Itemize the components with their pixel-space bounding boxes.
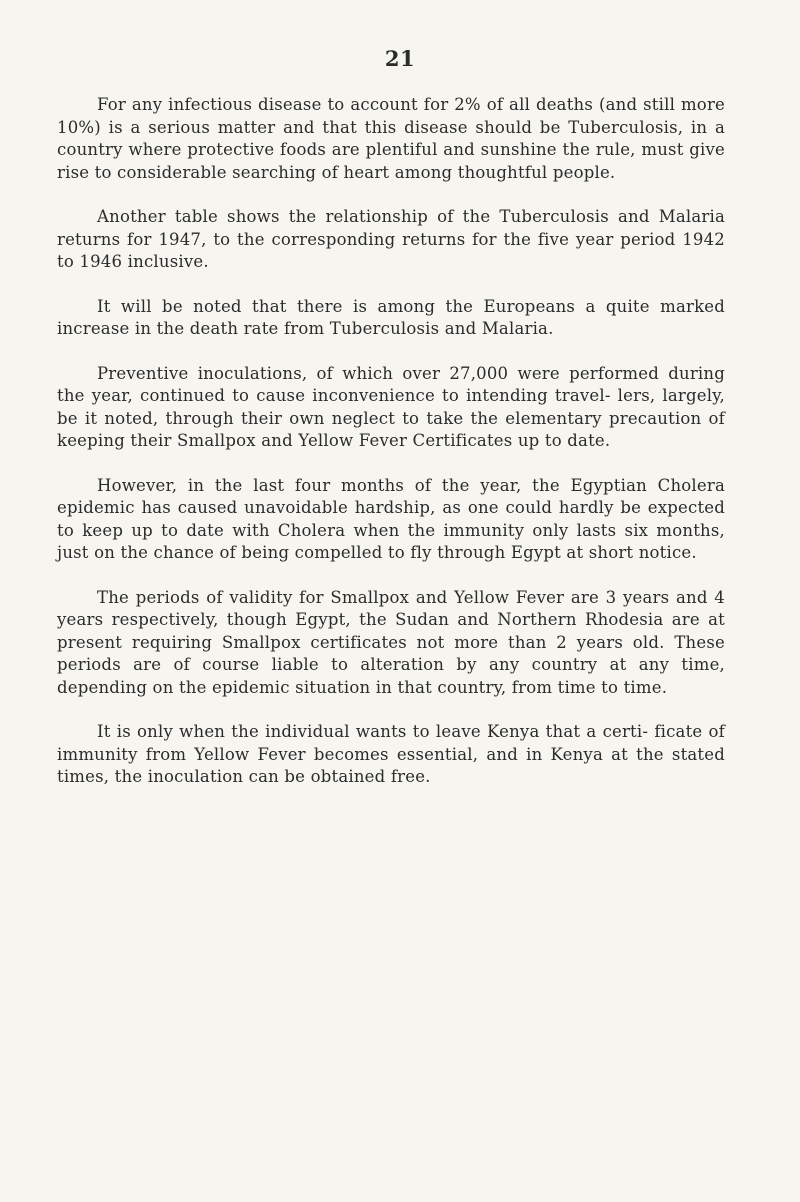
paragraph-tuberculosis-deaths: For any infectious disease to account for 2% of all deaths (and still more 10%) is a serious matter and that this disease should be Tuberculosis, in a country where protective foods are plentiful and sunshine the rule, must give rise to considerable searching of heart among thoughtful people. <box>57 95 725 182</box>
paragraph-validity-periods: The periods of validity for Smallpox and Yellow Fever are 3 years and 4 years respectively, though Egypt, the Sudan and Northern Rhodesia are at present requiring Smallpox certificates not more than 2 years old. These periods are of course liable to alteration by any country at any time, depending on the epidemic situation in that country, from time to time. <box>57 587 725 697</box>
body-text <box>57 94 725 811</box>
paragraph-yellow-fever-certificate: It is only when the individual wants to leave Kenya that a certi- ficate of immunity from Yellow Fever becomes essential, and in Kenya at the stated times, the inoculation can be obtained free. <box>57 722 725 786</box>
page-number: 21 <box>384 46 416 71</box>
paragraph-returns-table: Another table shows the relationship of the Tuberculosis and Malaria returns for 1947, to the corresponding returns for the five year period 1942 to 1946 inclusive. <box>57 207 725 271</box>
paragraph-preventive-inoculations: Preventive inoculations, of which over 27,000 were performed during the year, continued to cause inconvenience to intending travel- lers, largely, be it noted, through their own neglect to take the elementary precaution of keeping their Smallpox and Yellow Fever Certificates up to date. <box>57 363 725 450</box>
paragraph-cholera-epidemic: However, in the last four months of the year, the Egyptian Cholera epidemic has caused unavoidable hardship, as one could hardly be expected to keep up to date with Cholera when the immunity only lasts six months, just on the chance of being compelled to fly through Egypt at short notice. <box>57 475 725 562</box>
paragraph-death-rate-increase: It will be noted that there is among the Europeans a quite marked increase in the death rate from Tuberculosis and Malaria. <box>57 296 725 338</box>
